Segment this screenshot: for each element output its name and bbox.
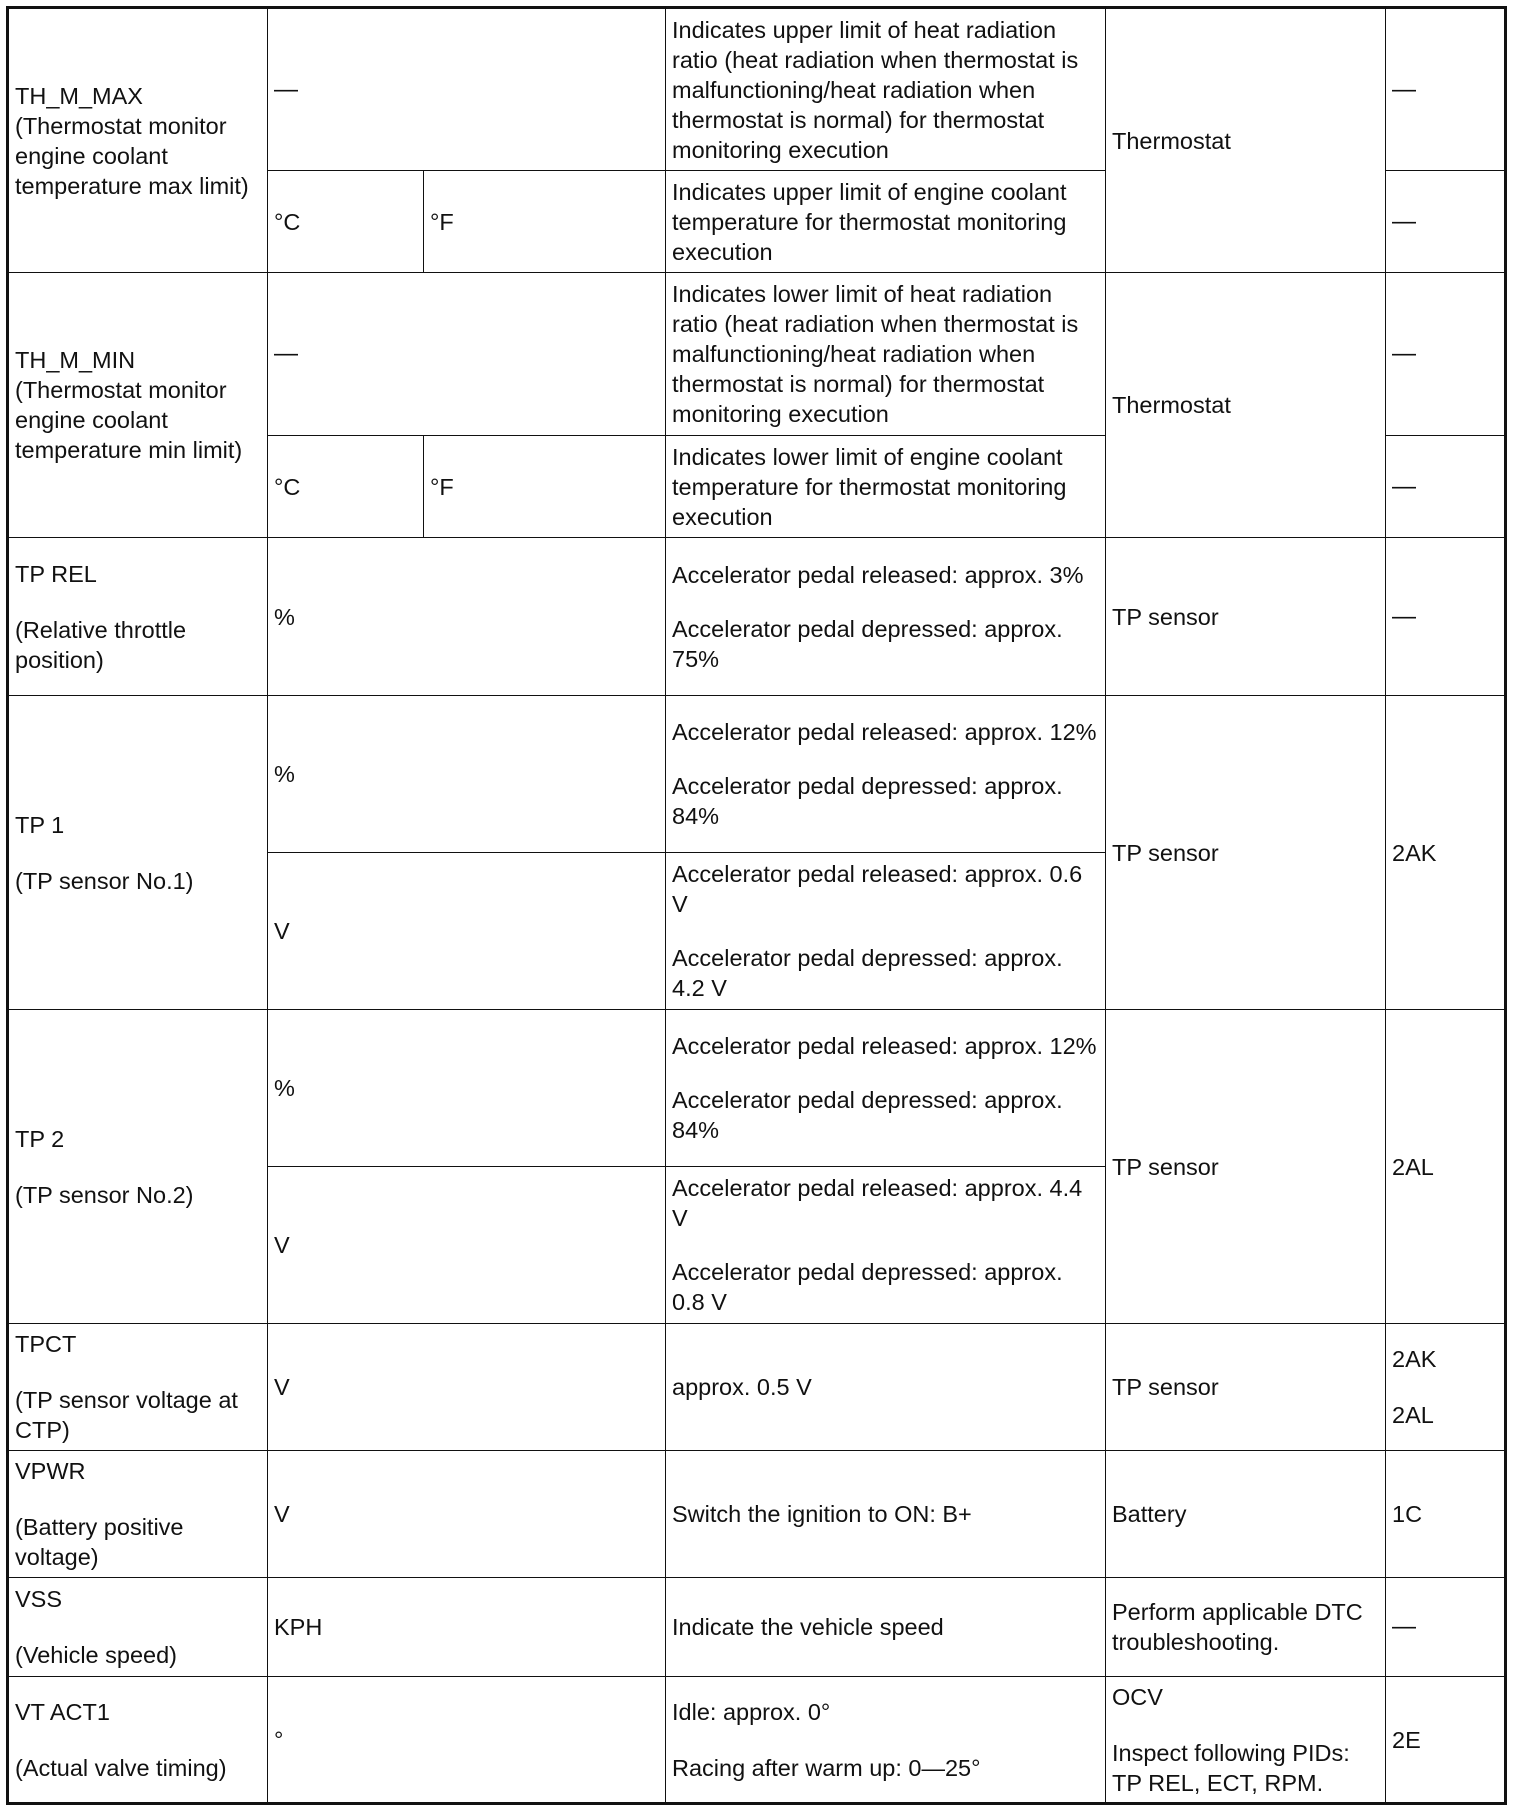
action-cell: Battery (1106, 1451, 1386, 1578)
action-cell: Thermostat (1106, 8, 1386, 273)
condition-line: Accelerator pedal depressed: approx. 84% (672, 1087, 1063, 1143)
pid-cell (8, 8, 268, 273)
action-cell (1106, 1677, 1386, 1804)
pid-cell (8, 1010, 268, 1324)
pid-cell (8, 538, 268, 696)
unit-us-cell: °F (424, 436, 666, 538)
pid-description: (Battery positive voltage) (15, 1514, 184, 1570)
pid-name: TP 1 (15, 811, 65, 838)
table-row (8, 1677, 1506, 1804)
pid-description: (Actual valve timing) (15, 1754, 227, 1781)
pid-name: VT ACT1 (15, 1698, 110, 1725)
terminal-cell: 2AL (1386, 1010, 1506, 1324)
condition-cell (666, 696, 1106, 853)
action-cell: TP sensor (1106, 696, 1386, 1010)
pid-name: TH_M_MAX (15, 82, 143, 109)
action-cell: TP sensor (1106, 538, 1386, 696)
condition-line: Accelerator pedal depressed: approx. 75% (672, 615, 1063, 672)
terminal-cell: — (1386, 1578, 1506, 1677)
terminal-line: 2AK (1392, 1346, 1437, 1372)
pid-name: VSS (15, 1586, 63, 1612)
pid-description: (TP sensor No.1) (15, 867, 194, 894)
table-row (8, 1578, 1506, 1677)
pid-cell (8, 273, 268, 538)
terminal-line: 2AL (1392, 1402, 1434, 1428)
condition-line: Accelerator pedal released: approx. 12% (672, 1033, 1097, 1059)
condition-cell: approx. 0.5 V (666, 1324, 1106, 1451)
unit-cell: % (268, 538, 666, 696)
table-row (8, 8, 1506, 171)
condition-line: Accelerator pedal released: approx. 12% (672, 719, 1097, 745)
unit-si-cell: °C (268, 436, 424, 538)
pid-description: (Vehicle speed) (15, 1642, 177, 1668)
condition-cell (666, 853, 1106, 1010)
unit-cell: KPH (268, 1578, 666, 1677)
condition-cell: Indicates upper limit of engine coolant temperature for thermostat monitoring execution (666, 171, 1106, 273)
condition-line: Accelerator pedal released: approx. 0.6 V (672, 861, 1083, 917)
pid-specification-table (6, 6, 1507, 1805)
pid-cell (8, 1677, 268, 1804)
pid-description: (Relative throttle position) (15, 616, 187, 673)
condition-cell: Indicates lower limit of engine coolant temperature for thermostat monitoring execution (666, 436, 1106, 538)
table-row (8, 538, 1506, 696)
terminal-cell: 1C (1386, 1451, 1506, 1578)
condition-cell: Indicate the vehicle speed (666, 1578, 1106, 1677)
unit-cell: — (268, 8, 666, 171)
pid-description: (TP sensor voltage at CTP) (15, 1387, 238, 1443)
table-row (8, 1451, 1506, 1578)
table-row (8, 1324, 1506, 1451)
condition-cell: Indicates lower limit of heat radiation ratio (heat radiation when thermostat is malfunctioning/heat radiation when thermostat is normal) for thermostat monitoring execution (666, 273, 1106, 436)
table-row (8, 696, 1506, 853)
terminal-cell: — (1386, 171, 1506, 273)
terminal-cell: — (1386, 436, 1506, 538)
terminal-cell: — (1386, 538, 1506, 696)
action-cell: Thermostat (1106, 273, 1386, 538)
action-line: OCV (1112, 1683, 1163, 1710)
condition-cell: Switch the ignition to ON: B+ (666, 1451, 1106, 1578)
condition-cell (666, 1677, 1106, 1804)
action-cell: TP sensor (1106, 1010, 1386, 1324)
unit-cell: % (268, 1010, 666, 1167)
terminal-cell: 2E (1386, 1677, 1506, 1804)
terminal-cell: — (1386, 8, 1506, 171)
pid-name: TPCT (15, 1331, 77, 1357)
unit-cell: V (268, 1451, 666, 1578)
action-cell: Perform applicable DTC troubleshooting. (1106, 1578, 1386, 1677)
terminal-cell (1386, 1324, 1506, 1451)
pid-cell (8, 696, 268, 1010)
pid-cell (8, 1324, 268, 1451)
pid-name: TP REL (15, 560, 97, 587)
pid-description: (Thermostat monitor engine coolant temperature max limit) (15, 112, 249, 199)
terminal-cell: 2AK (1386, 696, 1506, 1010)
action-line: Inspect following PIDs: TP REL, ECT, RPM. (1112, 1739, 1350, 1796)
terminal-cell: — (1386, 273, 1506, 436)
condition-cell (666, 538, 1106, 696)
unit-cell: % (268, 696, 666, 853)
pid-cell (8, 1451, 268, 1578)
pid-description: (Thermostat monitor engine coolant temperature min limit) (15, 377, 243, 463)
condition-line: Accelerator pedal depressed: approx. 84% (672, 773, 1063, 829)
unit-cell: V (268, 853, 666, 1010)
pid-name: TP 2 (15, 1125, 65, 1152)
condition-line: Racing after warm up: 0—25° (672, 1754, 981, 1781)
unit-cell: V (268, 1324, 666, 1451)
pid-name: TH_M_MIN (15, 347, 136, 373)
pid-name: VPWR (15, 1458, 86, 1484)
pid-monitor-table-page (6, 6, 1507, 1805)
table-row (8, 1010, 1506, 1167)
unit-si-cell: °C (268, 171, 424, 273)
table-row (8, 273, 1506, 436)
condition-cell (666, 1010, 1106, 1167)
condition-cell: Indicates upper limit of heat radiation ratio (heat radiation when thermostat is malfunctioning/heat radiation when thermostat is normal) for thermostat monitoring execution (666, 8, 1106, 171)
condition-line: Idle: approx. 0° (672, 1698, 831, 1725)
unit-cell: — (268, 273, 666, 436)
condition-line: Accelerator pedal released: approx. 3% (672, 561, 1084, 588)
pid-cell (8, 1578, 268, 1677)
condition-line: Accelerator pedal released: approx. 4.4 V (672, 1175, 1083, 1231)
pid-description: (TP sensor No.2) (15, 1181, 194, 1208)
condition-line: Accelerator pedal depressed: approx. 4.2 V (672, 945, 1063, 1001)
action-cell: TP sensor (1106, 1324, 1386, 1451)
unit-cell: ° (268, 1677, 666, 1804)
unit-us-cell: °F (424, 171, 666, 273)
condition-line: Accelerator pedal depressed: approx. 0.8 V (672, 1259, 1063, 1315)
condition-cell (666, 1167, 1106, 1324)
unit-cell: V (268, 1167, 666, 1324)
